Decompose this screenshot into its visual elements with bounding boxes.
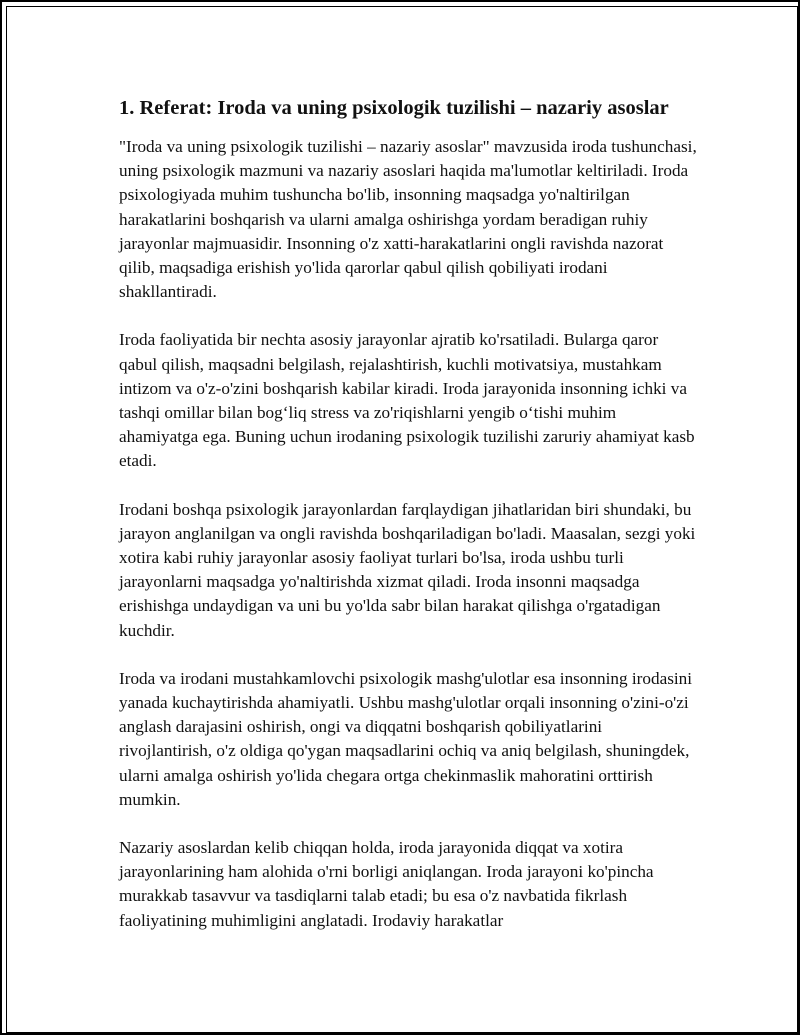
paragraph-1: "Iroda va uning psixologik tuzilishi – nazariy asoslar" mavzusida iroda tushunchasi, uning psixologik mazmuni va nazariy asoslari haqida ma'lumotlar keltiriladi. Iroda psixologiyada muhim tushuncha bo'lib, insonning maqsadga yo'naltirilgan harakatlarini boshqarish va ularni amalga oshirishga yordam beradigan ruhiy jarayonlar majmuasidir. Insonning o'z xatti-harakatlarini ongli ravishda nazorat qilib, maqsadiga erishish yo'lida qarorlar qabul qilish qobiliyati irodani shakllantiradi. — [119, 137, 697, 302]
document-content — [119, 94, 699, 957]
paragraph-3: Irodani boshqa psixologik jarayonlardan farqlaydigan jihatlaridan biri shundaki, bu jarayon anglanilgan va ongli ravishda boshqariladigan bo'ladi. Maasalan, sezgi yoki xotira kabi ruhiy jarayonlar asosiy faoliyat turlari bo'lsa, iroda ushbu turli jarayonlarni maqsadga yo'naltirishda xizmat qiladi. Iroda insonni maqsadga erishishga undaydigan va uni bu yo'lda sabr bilan harakat qilishga o'rgatadigan kuchdir. — [119, 499, 696, 640]
document-heading: 1. Referat: Iroda va uning psixologik tuzilishi – nazariy asoslar — [119, 97, 669, 119]
paragraph-4: Iroda va irodani mustahkamlovchi psixologik mashg'ulotlar esa insonning irodasini yanada kuchaytirishda ahamiyatli. Ushbu mashg'ulotlar orqali insonning o'zini-o'zi anglash darajasini oshirish, ongi va diqqatni boshqarish qobiliyatlarini rivojlantirish, o'z oldiga qo'ygan maqsadlarini ochiq va aniq belgilash, shuningdek, ularni amalga oshirish yo'lida chegara ortga chekinmaslik mahoratini orttirish mumkin. — [119, 668, 693, 809]
paragraph-2: Iroda faoliyatida bir nechta asosiy jarayonlar ajratib ko'rsatiladi. Bularga qaror qabul qilish, maqsadni belgilash, rejalashtirish, kuchli motivatsiya, mustahkam intizom va o'z-o'zini boshqarish kabilar kiradi. Iroda jarayonida insonning ichki va tashqi omillar bilan bog‘liq stress va zo'riqishlarni yengib o‘tishi muhim ahamiyatga ega. Buning uchun irodaning psixologik tuzilishi zaruriy ahamiyat kasb etadi. — [119, 330, 695, 471]
paragraph-5: Nazariy asoslardan kelib chiqqan holda, iroda jarayonida diqqat va xotira jarayonlarining ham alohida o'rni borligi aniqlangan. Iroda jarayoni ko'pincha murakkab tasavvur va tasdiqlarni talab etadi; bu esa o'z navbatida fikrlash faoliyatining muhimligini anglatadi. Irodaviy harakatlar — [119, 838, 654, 930]
